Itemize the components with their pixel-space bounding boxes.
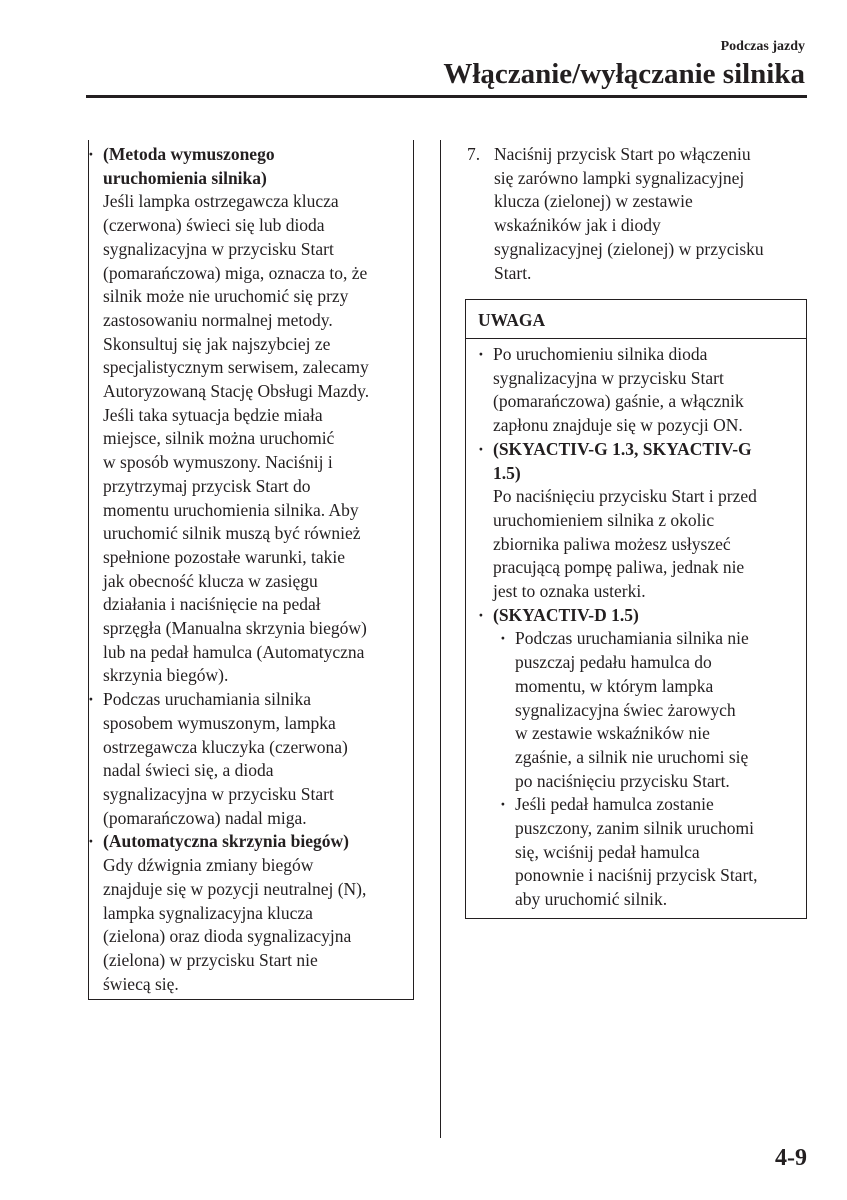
bullet-text: Podczas uruchamiania silnika nie puszczaj pedału hamulca do momentu, w którym lampka sygnalizacyjna świec żarowych w zestawie wskaźników nie zgaśnie, a silnik nie uruchomi się po naciśnięciu przycisku Start. — [515, 628, 749, 791]
nested-list — [478, 627, 803, 911]
bullet-text: Jeśli lampka ostrzegawcza klucza (czerwona) świeci się lub dioda sygnalizacyjna w przycisku Start (pomarańczowa) miga, oznacza to, że silnik może nie uruchomić się przy zastosowaniu normalnej metody. Skonsultuj się jak najszybciej ze specjalistycznym serwisem, zalecamy Autoryzowaną Stację Obsługi Mazdy. Jeśli taka sytuacja będzie miała miejsce, silnik można uruchomić w sposób wymuszony. Naciśnij i przytrzymaj przycisk Start do momentu uruchomienia silnika. Aby uruchomić silnik muszą być również spełnione pozostałe warunki, takie jak obecność klucza w zasięgu działania i naciśnięcie na pedał sprzęgła (Manualna skrzynia biegów) lub na pedał hamulca (Automatyczna skrzynia biegów). — [103, 191, 370, 686]
bullet-title: (Automatyczna skrzynia biegów) — [103, 831, 349, 852]
uwaga-bullet-after-start — [478, 343, 803, 438]
bullet-mark: · — [500, 628, 506, 649]
bullet-text: Po naciśnięciu przycisku Start i przed uruchomieniem silnika z okolic zbiornika paliwa możesz usłyszeć pracującą pompę paliwa, jednak nie jest to oznaka usterki. — [493, 486, 757, 602]
step-7 — [467, 143, 807, 285]
page-title: Włączanie/wyłączanie silnika — [443, 58, 805, 90]
uwaga-bullet-skyactiv-g — [478, 438, 803, 604]
step-text: Naciśnij przycisk Start po włączeniu się zarówno lampki sygnalizacyjnej klucza (zielonej) w zestawie wskaźników jak i diody sygnalizacyjnej (zielonej) w przycisku Start. — [494, 144, 764, 283]
bullet-mark: · — [500, 794, 506, 815]
bullet-title: (Metoda wymuszonego uruchomienia silnika) — [103, 144, 275, 188]
left-note-content — [88, 143, 408, 996]
nested-bullet-brake-hold — [500, 627, 803, 793]
bullet-mark: · — [478, 438, 484, 459]
bullet-mark: · — [478, 604, 484, 625]
left-bullet-forced-start — [88, 143, 408, 688]
header-rule — [86, 95, 807, 98]
step-number: 7. — [467, 144, 481, 164]
bullet-mark: · — [88, 144, 94, 164]
column-divider — [440, 140, 441, 1138]
uwaga-box — [465, 299, 807, 919]
bullet-mark: · — [478, 344, 484, 364]
bullet-title: (SKYACTIV-G 1.3, SKYACTIV-G 1.5) — [493, 438, 752, 483]
page-number: 4-9 — [775, 1145, 807, 1171]
bullet-mark: · — [88, 831, 94, 852]
nested-bullet-brake-release — [500, 793, 803, 912]
bullet-title: (SKYACTIV-D 1.5) — [493, 604, 639, 625]
bullet-text: Jeśli pedał hamulca zostanie puszczony, zanim silnik uruchomi się, wciśnij pedał hamulca ponownie i naciśnij przycisk Start, aby uruchomić silnik. — [515, 794, 758, 910]
uwaga-heading: UWAGA — [466, 300, 806, 339]
left-bullet-forced-start-lamps — [88, 688, 408, 830]
uwaga-bullet-skyactiv-d — [478, 604, 803, 628]
bullet-text: Gdy dźwignia zmiany biegów znajduje się w pozycji neutralnej (N), lampka sygnalizacyjna klucza (zielona) oraz dioda sygnalizacyjna (zielona) w przycisku Start nie świecą się. — [103, 855, 367, 994]
right-column — [467, 143, 807, 285]
bullet-mark: · — [88, 689, 94, 710]
left-bullet-automatic — [88, 830, 408, 996]
bullet-text: Po uruchomieniu silnika dioda sygnalizacyjna w przycisku Start (pomarańczowa) gaśnie, a włącznik zapłonu znajduje się w pozycji ON. — [493, 344, 744, 436]
bullet-text: Podczas uruchamiania silnika sposobem wymuszonym, lampka ostrzegawcza kluczyka (czerwona) nadal świeci się, a dioda sygnalizacyjna w przycisku Start (pomarańczowa) nadal miga. — [103, 689, 348, 828]
uwaga-content — [478, 343, 803, 912]
section-label: Podczas jazdy — [720, 39, 805, 54]
